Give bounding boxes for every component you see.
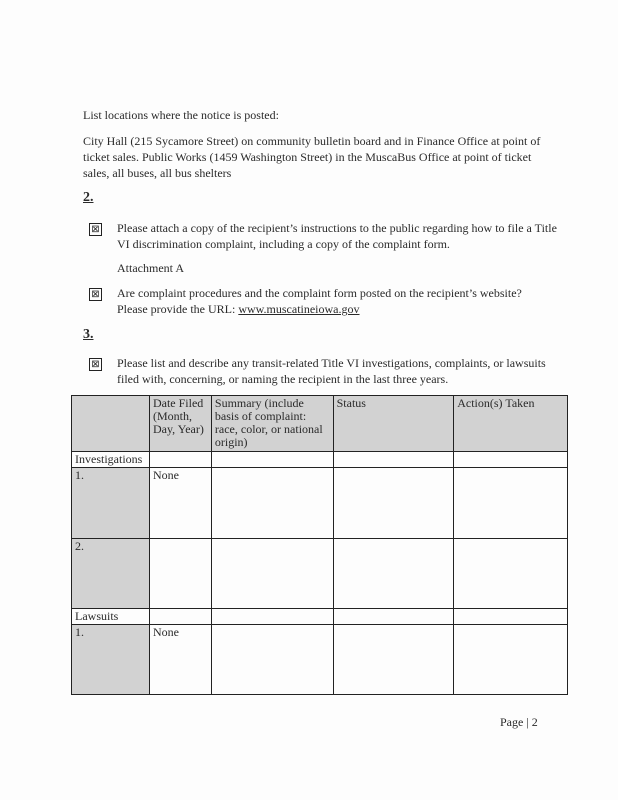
header-status: Status xyxy=(333,396,454,452)
section-2-number: 2. xyxy=(83,190,94,205)
table-row xyxy=(72,625,568,695)
checkbox-list-complaints[interactable]: ⊠ xyxy=(89,358,102,371)
complaints-table xyxy=(71,395,568,695)
website-question-text: Are complaint procedures and the complaint form posted on the recipient’s website? Please provide the URL: xyxy=(117,286,522,316)
header-blank xyxy=(72,396,150,452)
row-label: 1. xyxy=(72,625,150,695)
date-cell: None xyxy=(149,468,211,539)
header-actions: Action(s) Taken xyxy=(454,396,568,452)
investigations-section-row xyxy=(72,452,568,468)
table-row xyxy=(72,468,568,539)
header-date-filed: Date Filed (Month, Day, Year) xyxy=(149,396,211,452)
lawsuits-label: Lawsuits xyxy=(72,609,150,625)
intro-label: List locations where the notice is posted: xyxy=(83,108,279,122)
list-complaints-text: Please list and describe any transit-related Title VI investigations, complaints, or lawsuits filed with, concerning, or naming the recipient in the last three years. xyxy=(117,356,546,386)
website-question xyxy=(117,285,537,317)
attachment-answer: Attachment A xyxy=(117,261,184,275)
row-label: 1. xyxy=(72,468,150,539)
attach-instructions-text: Please attach a copy of the recipient’s instructions to the public regarding how to file a Title VI discrimination complaint, including a copy of the complaint form. xyxy=(117,221,557,251)
page-number: Page | 2 xyxy=(500,715,538,729)
website-url-link[interactable]: www.muscatineiowa.gov xyxy=(238,302,360,316)
row-label: 2. xyxy=(72,539,150,609)
date-cell: None xyxy=(149,625,211,695)
table-header-row xyxy=(72,396,568,452)
checkbox-website-posted[interactable]: ⊠ xyxy=(89,288,102,301)
lawsuits-section-row xyxy=(72,609,568,625)
date-cell xyxy=(149,539,211,609)
checkbox-attach-instructions[interactable]: ⊠ xyxy=(89,223,102,236)
header-summary: Summary (include basis of complaint: race, color, or national origin) xyxy=(211,396,333,452)
investigations-label: Investigations xyxy=(72,452,150,468)
table-row xyxy=(72,539,568,609)
locations-text: City Hall (215 Sycamore Street) on community bulletin board and in Finance Office at point of ticket sales. Public Works (1459 Washington Street) in the MuscaBus Office at point of ticket sales, all buses, all bus shelters xyxy=(83,134,541,180)
section-3-number: 3. xyxy=(83,327,94,342)
